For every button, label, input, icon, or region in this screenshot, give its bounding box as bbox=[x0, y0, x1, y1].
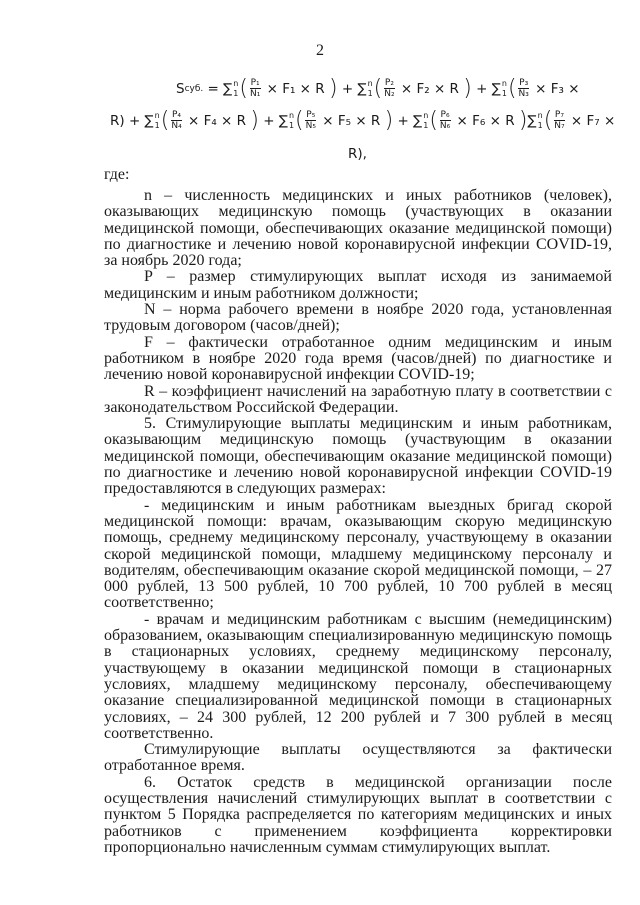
sum-upper: n bbox=[154, 110, 160, 120]
fraction-denominator: N₆ bbox=[439, 121, 451, 131]
sum-limits bbox=[538, 111, 543, 131]
fraction-numerator: P₄ bbox=[171, 110, 182, 120]
fraction-5 bbox=[305, 110, 317, 131]
fraction-numerator: P₆ bbox=[440, 110, 450, 120]
sum-lower: 1 bbox=[367, 88, 373, 98]
fraction-numerator: P₂ bbox=[384, 78, 394, 88]
term-tail: × F₇ × bbox=[566, 112, 620, 129]
fraction-denominator: N₄ bbox=[171, 121, 182, 131]
plus-sign: + bbox=[337, 80, 358, 97]
paren-open: ( bbox=[295, 107, 304, 133]
term-tail: × F₁ × R bbox=[262, 80, 329, 97]
sum-upper: n bbox=[501, 78, 507, 88]
paren-close: ) bbox=[328, 75, 338, 101]
sum-limits bbox=[289, 111, 294, 131]
sum-lower: 1 bbox=[154, 120, 160, 130]
sum-symbol: ∑ bbox=[278, 112, 288, 129]
formula-end: R), bbox=[348, 146, 367, 162]
fraction-numerator: P₅ bbox=[306, 110, 316, 120]
plus-sign: + bbox=[258, 112, 279, 129]
formula-line-3 bbox=[348, 146, 640, 162]
paren-close: ) bbox=[463, 75, 472, 101]
plus-sign: + bbox=[393, 112, 414, 129]
paren-open: ( bbox=[507, 75, 517, 101]
formula-line2-start: R) + bbox=[110, 112, 145, 129]
paragraph-hospital: - врачам и медицинским работникам с высшим (немедицинским) образованием, оказывающим специализированную медицинскую помощь в стационарных условиях, среднему медицинскому персоналу, участвующему в оказании медицинской помощи в стационарных условиях, младшему медицинскому персоналу, обеспечивающему оказание специализированной медицинской помощи в стационарных условиях, – 24 300 рублей, 12 200 рублей и 7 300 рублей в месяц соответственно. bbox=[104, 610, 612, 742]
sum-upper: n bbox=[288, 110, 295, 120]
fraction-denominator: N₅ bbox=[305, 121, 316, 131]
sum-upper: n bbox=[233, 78, 239, 88]
sum-symbol: ∑ bbox=[527, 112, 537, 129]
sum-upper: n bbox=[423, 110, 429, 120]
paragraph-n: n – численность медицинских и иных работников (человек), оказывающих медицинскую помощь (участвующих в оказании медицинской помощи, обеспечивающих оказание медицинской помощи) по диагностике и лечению новой коронавирусной инфекции COVID-19, за ноябрь 2020 года; bbox=[104, 187, 612, 270]
sum-limits bbox=[368, 79, 373, 99]
sum-lower: 1 bbox=[288, 120, 295, 130]
sum-limits bbox=[155, 111, 160, 131]
paragraph-ambulance: - медицинским и иным работникам выездных бригад скорой медицинской помощи: врачам, оказывающим скорую медицинскую помощь, среднему медицинскому персоналу, участвующему в оказании скорой медицинской помощи, младшему медицинскому персоналу и водителям, обеспечивающим оказание скорой медицинской помощи, – 27 000 рублей, 13 500 рублей, 10 700 рублей, 10 700 рублей в месяц соответственно; bbox=[104, 496, 612, 612]
paragraph-norm: N – норма рабочего времени в ноябре 2020 года, установленная трудовым договором (часов/дней); bbox=[104, 301, 612, 335]
paren-open: ( bbox=[543, 107, 553, 133]
sum-symbol: ∑ bbox=[491, 80, 501, 97]
where-label: где: bbox=[104, 166, 130, 183]
formula-equals: = bbox=[203, 80, 224, 97]
term-tail: × F₆ × R bbox=[452, 112, 519, 129]
sum-symbol: ∑ bbox=[223, 80, 233, 97]
fraction-denominator: N₁ bbox=[249, 89, 261, 99]
paragraph-5: 5. Стимулирующие выплаты медицинским и иным работникам, оказывающим медицинскую помощь (участвующим в оказании медицинской помощи, обеспечивающим оказание медицинской помощи) по диагностике и лечению новой коронавирусной инфекции COVID-19 предоставляются в следующих размерах: bbox=[104, 415, 612, 498]
term-tail: × F₅ × R bbox=[317, 112, 385, 129]
fraction-denominator: N₃ bbox=[518, 89, 529, 99]
paren-close: ) bbox=[384, 107, 394, 133]
term-tail: × F₄ × R bbox=[183, 112, 251, 129]
document-body bbox=[104, 188, 612, 856]
sum-limits bbox=[502, 79, 507, 99]
paragraph-6: 6. Остаток средств в медицинской организации после осуществления начислений стимулирующих выплат в соответствии с пунктом 5 Порядка распределяется по категориям медицинских и иных работников с применением коэффициента корректировки пропорционально начисленным суммам стимулирующих выплат. bbox=[104, 773, 612, 856]
sum-limits bbox=[233, 79, 238, 99]
paren-close: ) bbox=[250, 107, 259, 133]
sum-symbol: ∑ bbox=[413, 112, 423, 129]
fraction-1 bbox=[249, 78, 261, 99]
plus-sign: + bbox=[471, 80, 492, 97]
paragraph-p: P – размер стимулирующих выплат исходя из занимаемой медицинским и иным работником должности; bbox=[104, 268, 612, 302]
paren-open: ( bbox=[239, 75, 248, 101]
paren-close: ) bbox=[518, 107, 528, 133]
sum-symbol: ∑ bbox=[357, 80, 367, 97]
sum-lower: 1 bbox=[423, 120, 429, 130]
fraction-6 bbox=[439, 110, 451, 131]
fraction-4 bbox=[170, 110, 182, 131]
sum-limits bbox=[423, 111, 428, 131]
page-number: 2 bbox=[316, 42, 324, 59]
term-tail: × F₃ × bbox=[530, 80, 584, 97]
fraction-2 bbox=[383, 78, 395, 99]
formula-line-1 bbox=[176, 75, 640, 101]
formula-s-subscript: суб. bbox=[184, 83, 204, 94]
fraction-3 bbox=[518, 78, 530, 99]
paren-open: ( bbox=[160, 107, 170, 133]
fraction-numerator: P₃ bbox=[519, 78, 529, 88]
fraction-7 bbox=[553, 110, 565, 131]
sum-lower: 1 bbox=[233, 88, 239, 98]
paragraph-f: F – фактически отработанное одним медицинским и иным работником в ноябре 2020 года время (часов/дней) по диагностике и лечению новой коронавирусной инфекции COVID-19; bbox=[104, 333, 612, 384]
paren-open: ( bbox=[429, 107, 438, 133]
fraction-denominator: N₂ bbox=[384, 89, 395, 99]
sum-lower: 1 bbox=[537, 120, 543, 130]
paragraph-r: R – коэффициент начислений на заработную плату в соответствии с законодательством Российской Федерации. bbox=[104, 382, 612, 416]
sum-upper: n bbox=[367, 78, 373, 88]
fraction-numerator: P₇ bbox=[554, 110, 564, 120]
sum-upper: n bbox=[537, 110, 543, 120]
fraction-denominator: N₇ bbox=[554, 121, 565, 131]
formula-s: S bbox=[176, 80, 185, 97]
term-tail: × F₂ × R bbox=[396, 80, 464, 97]
sum-symbol: ∑ bbox=[144, 112, 154, 129]
paragraph-actual-time: Стимулирующие выплаты осуществляются за фактически отработанное время. bbox=[104, 741, 612, 775]
paren-open: ( bbox=[373, 75, 383, 101]
formula-line-2 bbox=[110, 107, 620, 133]
sum-lower: 1 bbox=[501, 88, 507, 98]
fraction-numerator: P₁ bbox=[250, 78, 260, 88]
